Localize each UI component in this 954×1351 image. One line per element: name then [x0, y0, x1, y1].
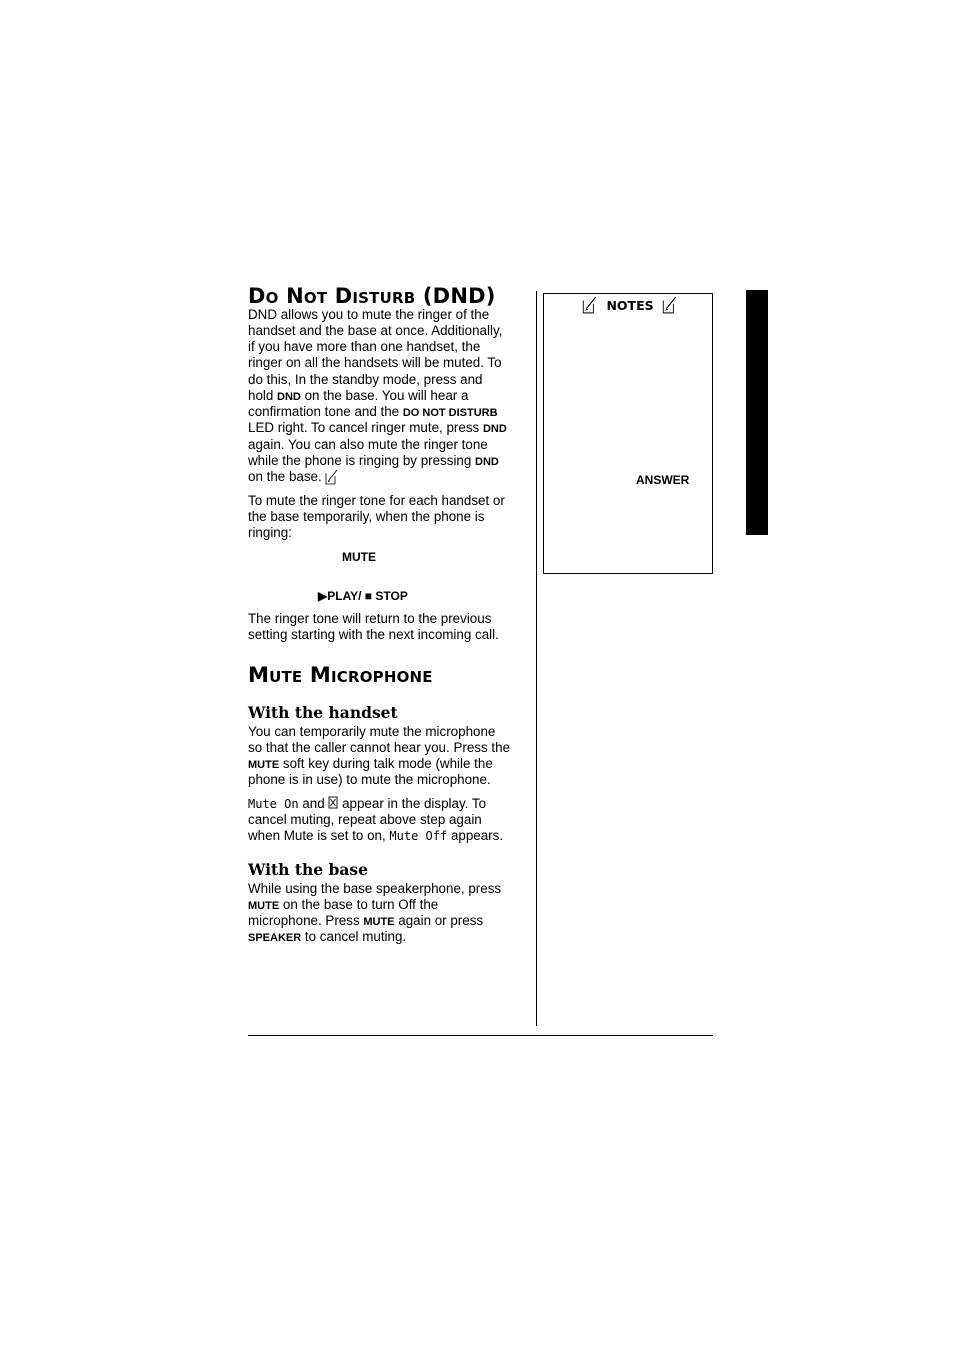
text-run: hold [248, 388, 278, 403]
column-divider [536, 291, 537, 1026]
text-line [248, 469, 339, 485]
key-dnd: DND [482, 423, 507, 435]
text-line: ringer on all the handsets will be muted. To [248, 355, 502, 370]
key-mute: MUTE [248, 900, 280, 912]
note-pencil-icon [582, 296, 598, 314]
with-handset-heading: With the handset [248, 703, 398, 722]
play-stop-key-label: ▶PLAY/ ■ STOP [318, 589, 408, 603]
key-mute: MUTE [248, 759, 280, 771]
text-line: DND allows you to mute the ringer of the [248, 307, 490, 322]
notes-box [543, 293, 713, 574]
key-speaker: SPEAKER [248, 932, 302, 944]
text-line: To mute the ringer tone for each handset or [248, 493, 505, 508]
key-dnd: DND [475, 456, 499, 468]
text-run: on the base to turn Off the [279, 897, 439, 912]
text-line [248, 913, 483, 930]
notes-title: NOTES [606, 297, 654, 313]
text-line [248, 796, 486, 812]
text-line [248, 388, 468, 405]
notes-header [582, 296, 678, 318]
text-line: phone is in use) to mute the microphone. [248, 772, 491, 787]
text-line: cancel muting, repeat above step again [248, 812, 482, 827]
text-line [248, 420, 507, 437]
note-pencil-icon [662, 296, 678, 314]
text-line: handset and the base at once. Additionally, [248, 323, 503, 338]
text-run: appear in the display. To [338, 796, 487, 811]
text-line: if you have more than one handset, the [248, 339, 481, 354]
text-line: so that the caller cannot hear you. Press the [248, 740, 511, 755]
text-line [248, 756, 493, 773]
text-run: again or press [394, 913, 484, 928]
mute-microphone-heading: Mute Microphone [248, 663, 433, 687]
text-line: again. You can also mute the ringer tone [248, 437, 488, 452]
footer-rule [248, 1035, 713, 1036]
text-run: microphone. Press [248, 913, 364, 928]
text-line: ringing: [248, 525, 292, 540]
text-line [248, 828, 503, 844]
text-run: while the phone is ringing by pressing [248, 453, 476, 468]
text-run: and [298, 796, 329, 811]
text-line: do this, In the standby mode, press and [248, 372, 483, 387]
text-run: on the base. You will hear a [300, 388, 469, 403]
text-line [248, 453, 499, 470]
text-line: While using the base speakerphone, press [248, 881, 502, 896]
section-thumb-tab [746, 290, 768, 535]
text-line: You can temporarily mute the microphone [248, 724, 496, 739]
text-line [248, 897, 438, 914]
key-do-not-disturb: DO NOT DISTURB [402, 407, 498, 419]
mute-key-label: MUTE [342, 550, 376, 564]
text-run: confirmation tone and the [248, 404, 403, 419]
note-pencil-icon [325, 469, 339, 485]
text-run: to cancel muting. [301, 929, 407, 944]
key-mute: MUTE [363, 916, 395, 928]
text-line [248, 404, 498, 421]
mute-display-icon [328, 796, 338, 809]
text-line: the base temporarily, when the phone is [248, 509, 485, 524]
text-line: The ringer tone will return to the previous [248, 611, 492, 626]
text-line [248, 929, 406, 946]
text-line: setting starting with the next incoming call. [248, 627, 499, 642]
answer-key-label: ANSWER [636, 473, 690, 487]
text-run: LED right. To cancel ringer mute, press [248, 420, 483, 435]
dnd-heading: Do Not Disturb (DND) [248, 284, 496, 308]
key-dnd: DND [277, 391, 301, 403]
text-run: appears. [447, 828, 504, 843]
text-run: when Mute is set to on, [248, 828, 390, 843]
with-base-heading: With the base [248, 860, 369, 879]
text-run: soft key during talk mode (while the [279, 756, 493, 771]
display-text-mute-on: Mute On [248, 797, 299, 811]
display-text-mute-off: Mute Off [389, 829, 448, 843]
text-run: on the base. [248, 469, 322, 484]
